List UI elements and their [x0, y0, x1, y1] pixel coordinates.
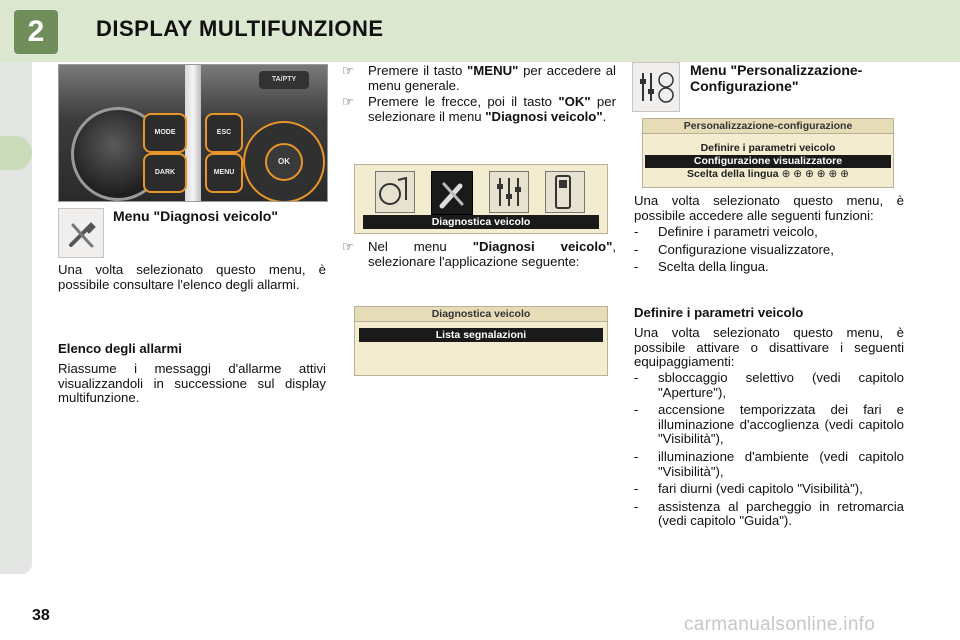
instruction-key: "Diagnosi veicolo" [485, 108, 603, 124]
esc-button: ESC [205, 113, 243, 153]
instruction-text: . [602, 108, 607, 124]
instruction-text: , selezionare l'applicazione seguente: [368, 239, 616, 269]
mode-button: MODE [143, 113, 187, 153]
instruction-text: Nel menu [368, 239, 473, 254]
list-item: - assistenza al parcheggio in retromarcia (vedi capitolo "Guida"). [634, 498, 904, 529]
instruction-text: per accedere al menu generale. [368, 63, 616, 93]
alarms-heading: Elenco degli allarmi [58, 341, 182, 356]
screen-header: Diagnostica veicolo [355, 307, 607, 322]
wrench-icon [59, 209, 103, 257]
settings-icon [489, 171, 529, 213]
selected-item: Lista segnalazioni [359, 328, 603, 342]
audio-icon [375, 171, 415, 213]
instruction-item [342, 95, 616, 124]
list-item: - illuminazione d'ambiente (vedi capitolo "Visibilità"), [634, 448, 904, 479]
instruction-key: "MENU" [467, 63, 519, 78]
instruction-item [342, 64, 616, 93]
screen-item-label: Scelta della lingua [687, 168, 779, 180]
screen-item: Definire i parametri veicolo [700, 142, 836, 154]
page-title: DISPLAY MULTIFUNZIONE [96, 16, 384, 41]
params-heading: Definire i parametri veicolo [634, 305, 804, 320]
main-menu-screen [354, 164, 608, 234]
instruction-key: "Diagnosi veicolo" [472, 239, 613, 254]
instruction-key: "OK" [558, 94, 591, 110]
diag-heading: Menu "Diagnosi veicolo" [113, 208, 278, 224]
console-trim [185, 65, 201, 201]
wrench-icon-box [58, 208, 104, 258]
list-item: - sbloccaggio selettivo (vedi capitolo "Aperture"), [634, 370, 904, 400]
screen-item [643, 168, 893, 181]
instruction-text: Premere le frecce, poi il tasto [368, 94, 559, 110]
instruction-item [342, 240, 616, 269]
alarm-list-screen [354, 306, 608, 376]
pointer-icon: ☞ [342, 63, 354, 78]
screen-header: Personalizzazione-configurazione [643, 119, 893, 134]
pers-list [634, 225, 904, 275]
settings-icon-box [632, 62, 680, 112]
settings-icon [633, 63, 679, 111]
watermark: carmanualsonline.info [684, 614, 876, 635]
page-number: 38 [32, 607, 50, 624]
list-item: - Definire i parametri veicolo, [634, 224, 818, 239]
language-flags-icon: ⊕ ⊕ ⊕ ⊕ ⊕ ⊕ [781, 168, 849, 180]
ta-pty-button: TA/PTY [259, 71, 309, 89]
instruction-text: per selezionare il menu [368, 94, 616, 124]
phone-icon [545, 171, 585, 213]
alarms-text: Riassume i messaggi d'allarme attivi visualizzandoli in successione sul display multifunzione. [58, 361, 326, 406]
pers-screen [642, 118, 894, 188]
list-item: - Scelta della lingua. [634, 259, 769, 275]
list-item: - Configurazione visualizzatore, [634, 241, 834, 257]
pointer-icon: ☞ [342, 239, 354, 254]
pers-heading: Menu "Personalizzazione-Configurazione" [690, 62, 863, 94]
selected-menu-label: Diagnostica veicolo [363, 215, 599, 229]
pers-text: Una volta selezionato questo menu, è possibile accedere alle seguenti funzioni: [634, 193, 904, 223]
instruction-list [342, 64, 616, 124]
wrench-icon [431, 171, 473, 215]
list-item: - fari diurni (vedi capitolo "Visibilità"), [634, 481, 863, 497]
dark-button: DARK [143, 153, 187, 193]
diag-text: Una volta selezionato questo menu, è possibile consultare l'elenco degli allarmi. [58, 262, 326, 292]
params-list [634, 371, 904, 529]
pointer-icon: ☞ [342, 94, 354, 110]
screen-item-selected: Configurazione visualizzatore [645, 155, 891, 168]
chapter-badge: 2 [14, 10, 58, 54]
menu-button: MENU [205, 153, 243, 193]
params-text: Una volta selezionato questo menu, è possibile attivare o disattivare i seguenti equipaggiamenti: [634, 325, 904, 370]
ok-button: OK [265, 143, 303, 181]
list-item: - accensione temporizzata dei fari e illuminazione d'accoglienza (vedi capitolo "Visibilità"), [634, 402, 904, 447]
console-photo [58, 64, 328, 202]
instruction-text: Premere il tasto [368, 63, 468, 78]
